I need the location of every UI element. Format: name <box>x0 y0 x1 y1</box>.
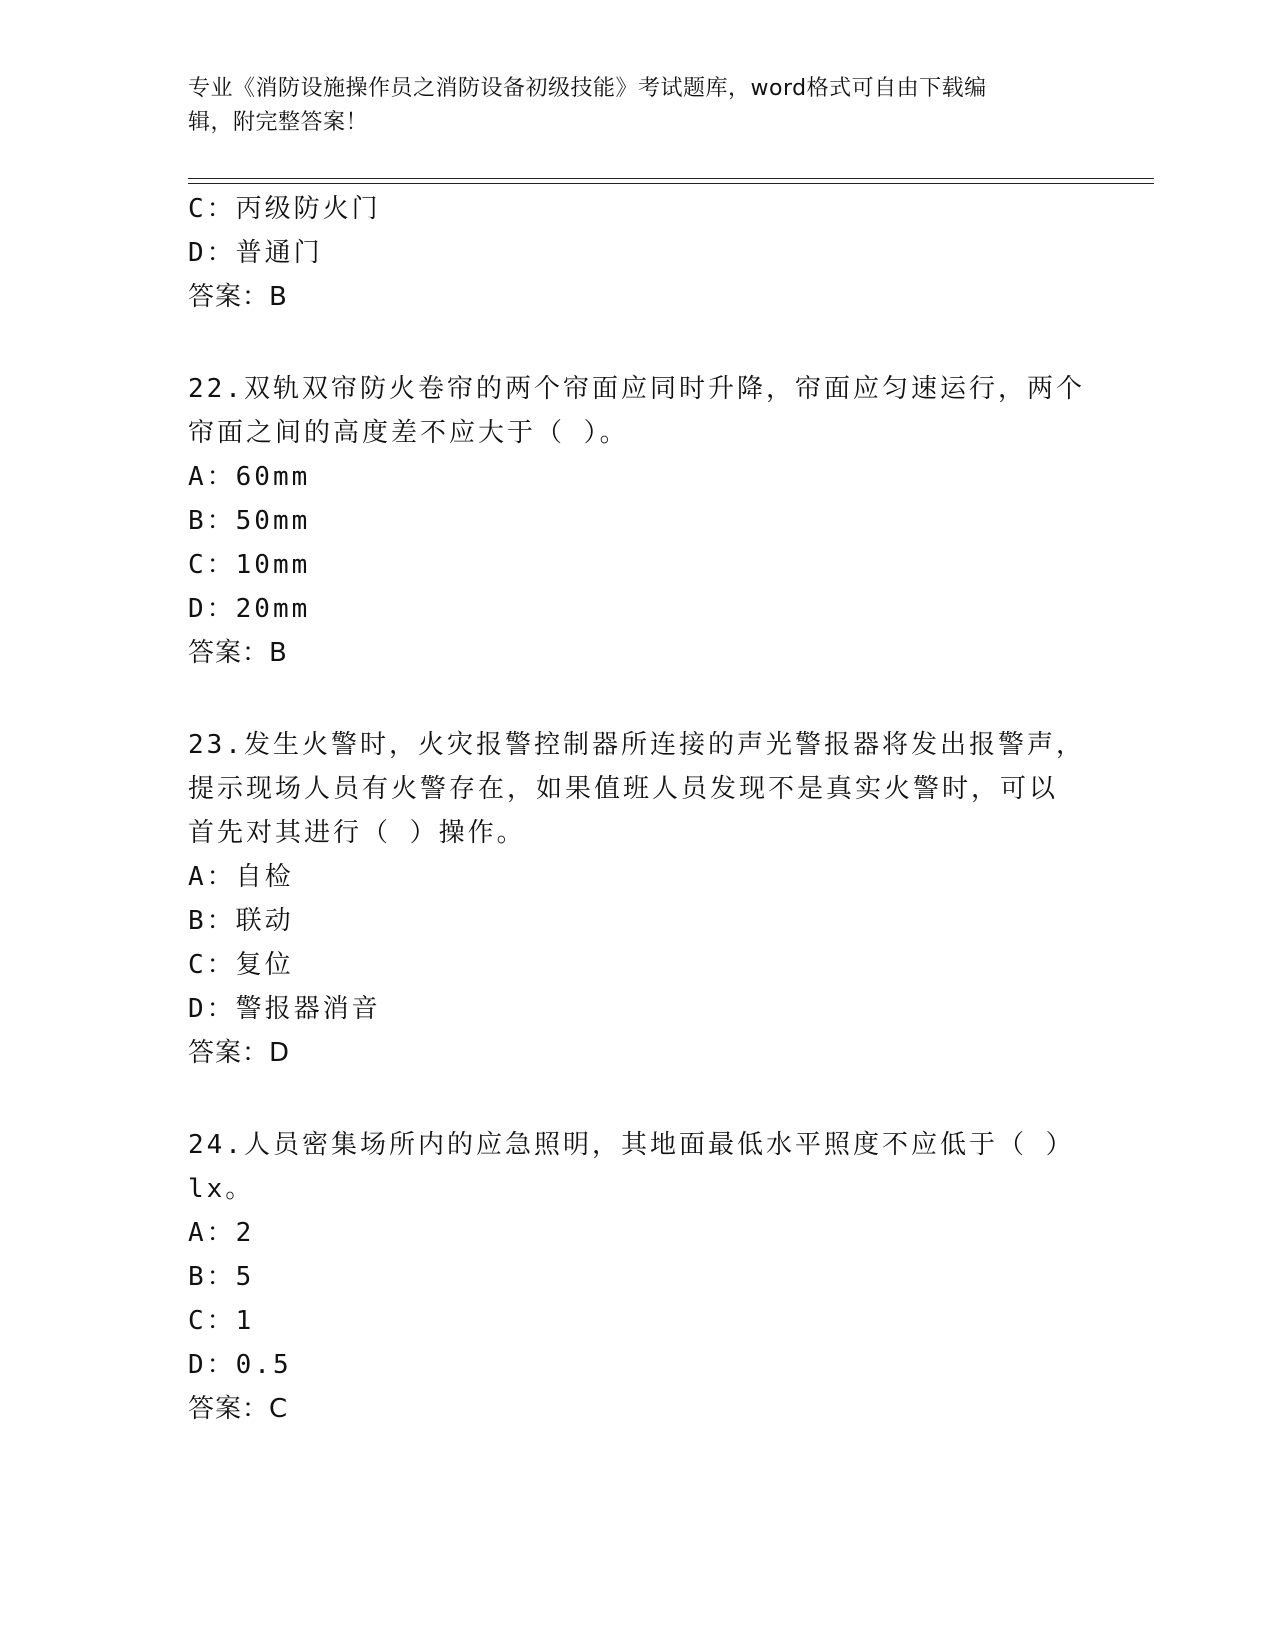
q22-option-a: A：60mm <box>188 462 311 492</box>
header-line-2: 辑，附完整答案！ <box>188 110 369 135</box>
q23-answer: 答案：D <box>188 1038 291 1068</box>
q24-answer: 答案：C <box>188 1394 289 1424</box>
q23-option-b: B：联动 <box>188 906 294 936</box>
header-rule-bottom <box>188 183 1154 184</box>
q24-option-d: D：0.5 <box>188 1350 292 1380</box>
q24-option-a: A：2 <box>188 1218 255 1248</box>
header-line-1: 专业《消防设施操作员之消防设备初级技能》考试题库，word格式可自由下载编 <box>188 76 987 101</box>
q22-option-c: C：10mm <box>188 550 311 580</box>
q24-option-c: C：1 <box>188 1306 255 1336</box>
q22-option-b: B：50mm <box>188 506 311 536</box>
q22-option-d: D：20mm <box>188 594 311 624</box>
q24-stem-line-1: 24.人员密集场所内的应急照明，其地面最低水平照度不应低于（ ） <box>188 1130 1075 1160</box>
q24-stem-line-2: lx。 <box>188 1174 255 1204</box>
q24-option-b: B：5 <box>188 1262 255 1292</box>
q22-answer: 答案：B <box>188 638 288 668</box>
q22-stem-line-2: 帘面之间的高度差不应大于（ ）。 <box>188 418 629 448</box>
q23-option-a: A：自检 <box>188 862 294 892</box>
page-header <box>188 72 1068 140</box>
header-rule-top <box>188 178 1154 179</box>
q23-stem-line-2: 提示现场人员有火警存在，如果值班人员发现不是真实火警时，可以 <box>188 774 1059 804</box>
q21-option-c: C：丙级防火门 <box>188 194 381 224</box>
q23-stem-line-1: 23.发生火警时，火灾报警控制器所连接的声光警报器将发出报警声， <box>188 730 1085 760</box>
q21-option-d: D：普通门 <box>188 238 323 268</box>
q22-stem-line-1: 22.双轨双帘防火卷帘的两个帘面应同时升降，帘面应匀速运行，两个 <box>188 374 1085 404</box>
q23-option-c: C：复位 <box>188 950 294 980</box>
q23-option-d: D：警报器消音 <box>188 994 381 1024</box>
q23-stem-line-3: 首先对其进行（ ）操作。 <box>188 818 526 848</box>
q21-answer: 答案：B <box>188 282 288 312</box>
